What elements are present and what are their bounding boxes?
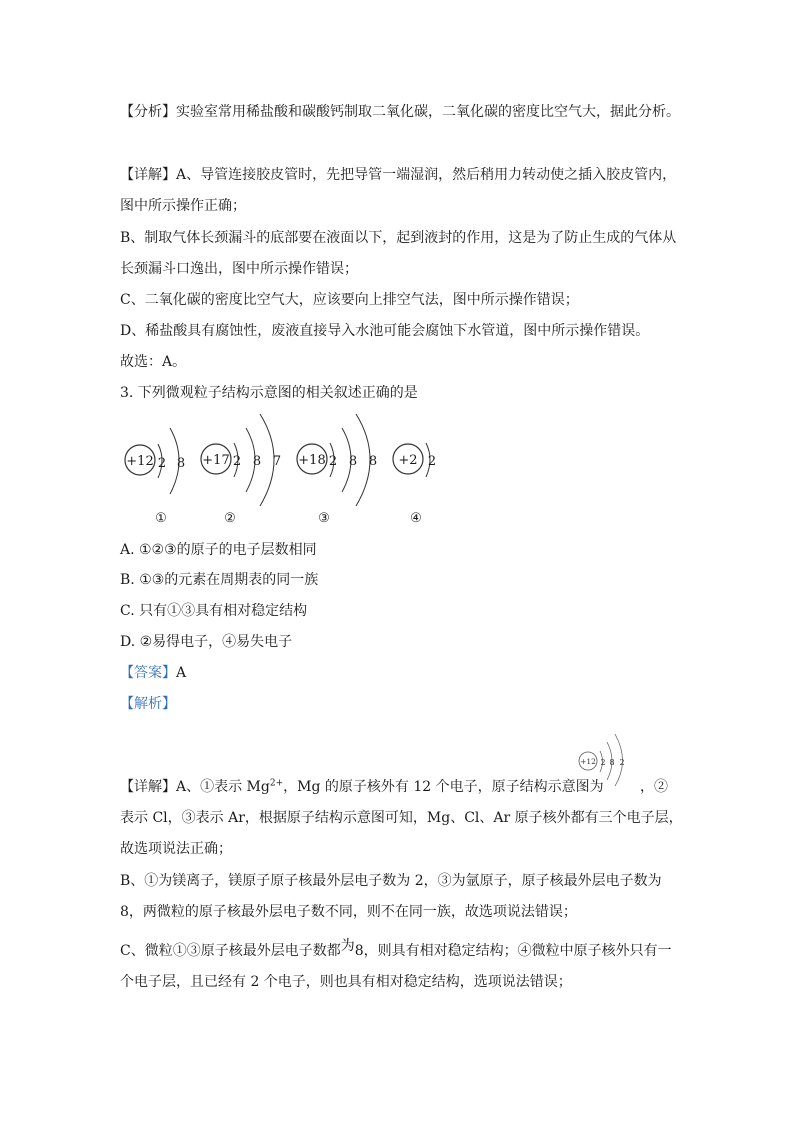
answer-value: A [176,665,187,681]
shell-electrons: 2 [232,454,242,469]
diagram-label: ③ [318,511,330,526]
shell-electrons: 2 [328,454,338,469]
shell-electrons: 8 [176,456,186,471]
detail2-c-text-a: C、微粒①③原子核最外层电子数都 [120,943,341,959]
diagram-label: ② [224,511,236,526]
diagram-label: ④ [410,511,422,526]
option-d: D. ②易得电子，④易失电子 [120,634,293,650]
question3-stem: 3. 下列微观粒子结构示意图的相关叙述正确的是 [120,385,418,401]
detail2-line-3: B、①为镁离子，镁原子原子核最外层电子数为 2，③为氩原子，原子核最外层电子数为 [120,873,662,889]
analysis-text: 实验室常用稀盐酸和碳酸钙制取二氧化碳，二氧化碳的密度比空气大，据此分析。 [176,104,680,120]
detail1-text-0: A、导管连接胶皮管时，先把导管一端湿润，然后稍用力转动使之插入胶皮管内， [176,167,677,183]
mg-ion-charge: 2+ [269,778,284,789]
particle-diagram-1 [125,428,185,526]
option-a: A. ①②③的原子的电子层数相同 [120,542,317,558]
nucleus-charge: +17 [202,453,230,468]
particle-diagram-4 [393,443,436,526]
detail1-line-0 [120,165,676,185]
shell-electrons: 2 [157,456,167,471]
analysis-tag: 【分析】 [120,104,176,120]
detail2-c-text-b: 8，则具有相对稳定结构；④微粒中原子核外只有一 [354,943,672,959]
shell-electrons: 7 [272,454,282,469]
detail2-text-b: ，Mg 的原子核外有 12 个电子，原子结构示意图为 [283,779,604,795]
diagram-label: ① [155,511,167,526]
detail2-line-c [120,938,672,961]
shell-electrons: 8 [252,454,262,469]
detail1-line-5: D、稀盐酸具有腐蚀性，废液直接导入水池可能会腐蚀下水管道，图中所示操作错误。 [120,323,650,339]
answer-line [120,663,186,683]
shell-electrons: 2 [427,454,437,469]
shell-electrons: 8 [609,758,615,767]
detail1-line-2: B、制取气体长颈漏斗的底部要在液面以下，起到液封的作用，这是为了防止生成的气体从 [120,230,677,246]
detail1-line-4: C、二氧化碳的密度比空气大，应该要向上排空气法，图中所示操作错误； [120,292,579,308]
shell-electrons: 8 [348,454,358,469]
particle-diagram-3 [297,414,377,526]
nucleus-charge: +2 [398,453,418,468]
detail1-line-3: 长颈漏斗口逸出，图中所示操作错误； [120,261,358,277]
detail2-line-4: 8，两微粒的原子核最外层电子数不同，则不在同一族，故选项说法错误； [120,904,577,920]
detail1-line-6: 故选：A。 [120,354,187,370]
option-b: B. ①③的元素在周期表的同一族 [120,572,319,588]
detail2-tag: 【详解】 [120,779,176,795]
nucleus-charge: +12 [580,757,596,766]
detail2-line-2: 故选项说法正确； [120,841,232,857]
detail1-tag: 【详解】 [120,167,176,183]
detail2-line-last: 个电子层，且已经有 2 个电子，则也具有相对稳定结构，选项说法错误； [120,974,572,990]
shell-electrons: 2 [600,758,606,767]
particle-diagram-2 [201,414,281,526]
answer-tag: 【答案】 [120,665,176,681]
analysis-paragraph [120,102,680,122]
analysis2-tag-line [120,694,176,714]
detail2-text-c: ，② [640,779,668,795]
detail2-text-a: A、①表示 Mg [176,779,270,795]
detail2-c-raised: 为 [340,938,355,954]
detail2-line-0 [120,777,604,797]
option-c: C. 只有①③具有相对稳定结构 [120,603,308,619]
detail1-line-1: 图中所示操作正确； [120,198,246,214]
nucleus-charge: +12 [126,454,154,469]
particle-diagrams [118,406,458,526]
detail2-line-1: 表示 Cl，③表示 Ar，根据原子结构示意图可知，Mg、Cl、Ar 原子核外都有三个电子层， [120,810,683,826]
shell-electrons: 2 [619,758,625,767]
shell-electrons: 8 [368,454,378,469]
nucleus-charge: +18 [298,453,326,468]
analysis2-tag: 【解析】 [120,696,176,712]
